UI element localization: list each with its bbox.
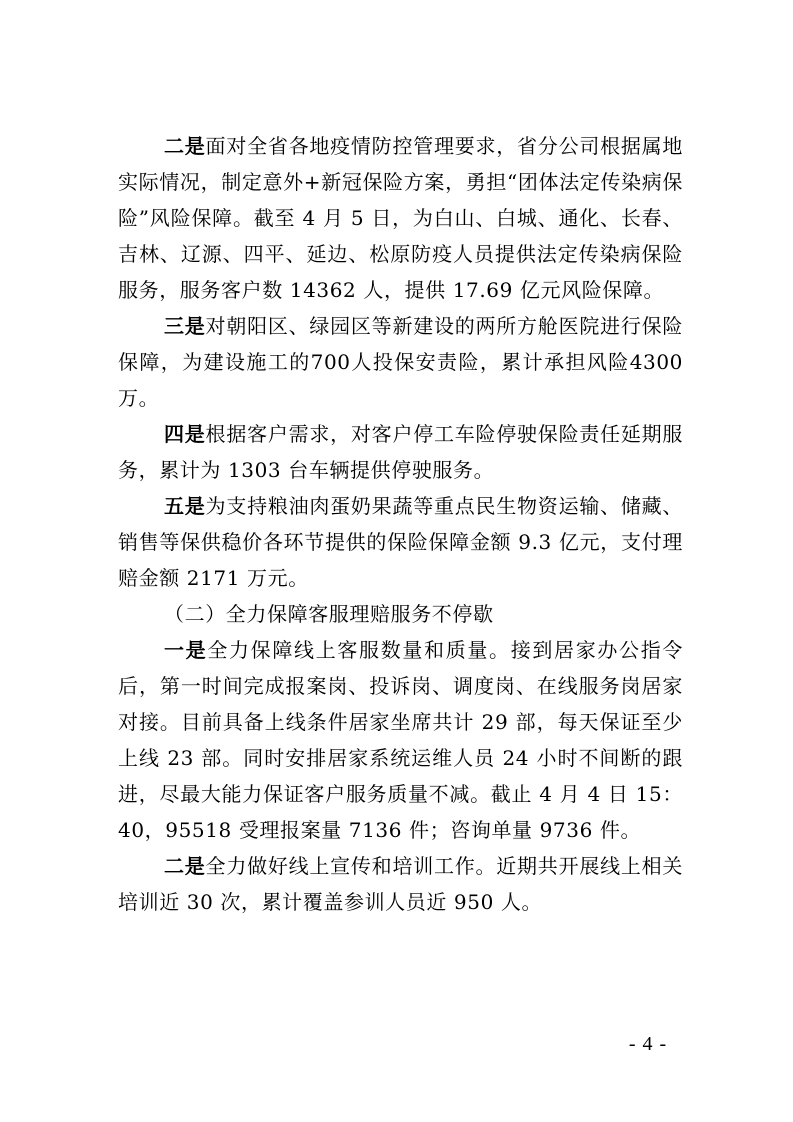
paragraph-lead: 三是: [164, 314, 206, 338]
paragraph-text: 为支持粮油肉蛋奶果蔬等重点民生物资运输、储藏、销售等保供稳价各环节提供的保险保障金额 9.3 亿元，支付理赔金额 2171 万元。: [118, 494, 683, 590]
paragraph-text: 全力做好线上宣传和培训工作。近期共开展线上相关培训近 30 次，累计覆盖参训人员近 950 人。: [118, 854, 683, 914]
paragraph-text: 面对全省各地疫情防控管理要求，省分公司根据属地实际情况，制定意外+新冠保险方案，勇担“团体法定传染病保险”风险保障。截至 4 月 5 日，为白山、白城、通化、长春、吉林、辽源、四平、延边、松原防疫人员提供法定传染病保险服务，服务客户数 14362 人，提供 17.69 亿元风险保障。: [118, 134, 683, 302]
paragraph-lead: 二是: [164, 854, 206, 878]
sub-paragraph-point-one: [118, 632, 683, 848]
paragraph-text: 根据客户需求，对客户停工车险停驶保险责任延期服务，累计为 1303 台车辆提供停驶服务。: [118, 422, 683, 482]
paragraph-text: 对朝阳区、绿园区等新建设的两所方舱医院进行保险保障，为建设施工的700人投保安责险，累计承担风险4300万。: [118, 314, 683, 410]
paragraph-point-four: [118, 416, 683, 488]
paragraph-lead: 五是: [164, 494, 206, 518]
section-subheading: （二）全力保障客服理赔服务不停歇: [164, 602, 494, 626]
paragraph-lead: 二是: [164, 134, 206, 158]
paragraph-lead: 一是: [164, 638, 208, 662]
paragraph-lead: 四是: [164, 422, 206, 446]
page-number: - 4 -: [628, 1033, 668, 1055]
document-body: [118, 128, 683, 920]
paragraph-point-three: [118, 308, 683, 416]
paragraph-point-two: [118, 128, 683, 308]
paragraph-text: 全力保障线上客服数量和质量。接到居家办公指令后，第一时间完成报案岗、投诉岗、调度岗、在线服务岗居家对接。目前具备上线条件居家坐席共计 29 部，每天保证至少上线 23 部。同时安排居家系统运维人员 24 小时不间断的跟进，尽最大能力保证客户服务质量不减。截止 4 月 4 日 15：40，95518 受理报案量 7136 件；咨询单量 9736 件。: [118, 638, 683, 842]
paragraph-point-five: [118, 488, 683, 596]
sub-paragraph-point-two: [118, 848, 683, 920]
